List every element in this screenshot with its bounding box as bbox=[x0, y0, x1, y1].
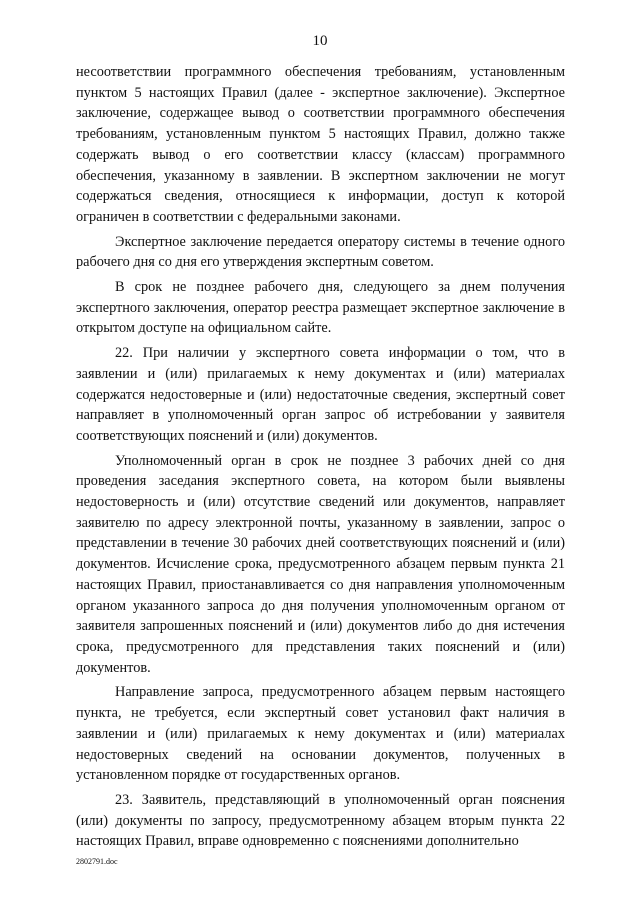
paragraph-authorized-body-request: Уполномоченный орган в срок не позднее 3 рабочих дней со дня проведения заседания экспертного совета, на котором были выявлены недостоверность и (или) отсутствие сведений или документов, направляет заявителю по адресу электронной почты, указанному в заявлении, запрос о представлении в течение 30 рабочих дней соответствующих пояснений и (или) документов. Исчисление срока, предусмотренного абзацем первым пункта 21 настоящих Правил, приостанавливается со дня направления уполномоченным органом указанного запроса до дня получения уполномоченным органом от заявителя запрошенных пояснений и (или) документов либо до дня истечения срока, предусмотренного для представления таких пояснений и (или) документов. bbox=[76, 452, 565, 676]
paragraph-request-not-required: Направление запроса, предусмотренного абзацем первым настоящего пункта, не требуется, если экспертный совет установил факт наличия в заявлении и (или) прилагаемых к нему документах и (или) материалах недостоверных сведений на основании документов, полученных в установленном порядке от государственных органов. bbox=[76, 684, 565, 784]
page-number: 10 bbox=[312, 33, 328, 49]
document-footer-filename: 2802791.doc bbox=[76, 857, 118, 866]
paragraph-publication-deadline: В срок не позднее рабочего дня, следующего за днем получения экспертного заключения, оператор реестра размещает экспертное заключение в открытом доступе на официальном сайте. bbox=[76, 279, 565, 337]
paragraph-item-22: 22. При наличии у экспертного совета информации о том, что в заявлении и (или) прилагаемых к нему документах и (или) материалах содержатся недостоверные и (или) недостаточные сведения, экспертный совет направляет в уполномоченный орган запрос об истребовании у заявителя соответствующих пояснений и (или) документов. bbox=[76, 345, 565, 444]
document-body bbox=[76, 62, 565, 852]
paragraph-item-23: 23. Заявитель, представляющий в уполномоченный орган пояснения (или) документы по запросу, предусмотренному абзацем вторым пункта 22 настоящих Правил, вправе одновременно с пояснениями дополнительно bbox=[76, 791, 565, 850]
paragraph-continuation: несоответствии программного обеспечения требованиям, установленным пунктом 5 настоящих Правил (далее - экспертное заключение). Экспертное заключение, содержащее вывод о соответствии программного обеспечения требованиям, установленным пунктом 5 настоящих Правил, должно также содержать вывод о его соответствии классу (классам) программного обеспечения, указанному в заявлении. В экспертном заключении не могут содержаться сведения, относящиеся к информации, доступ к которой ограничен в соответствии с федеральными законами. bbox=[76, 64, 565, 225]
paragraph-expert-conclusion-transfer: Экспертное заключение передается оператору системы в течение одного рабочего дня со дня его утверждения экспертным советом. bbox=[76, 233, 565, 271]
